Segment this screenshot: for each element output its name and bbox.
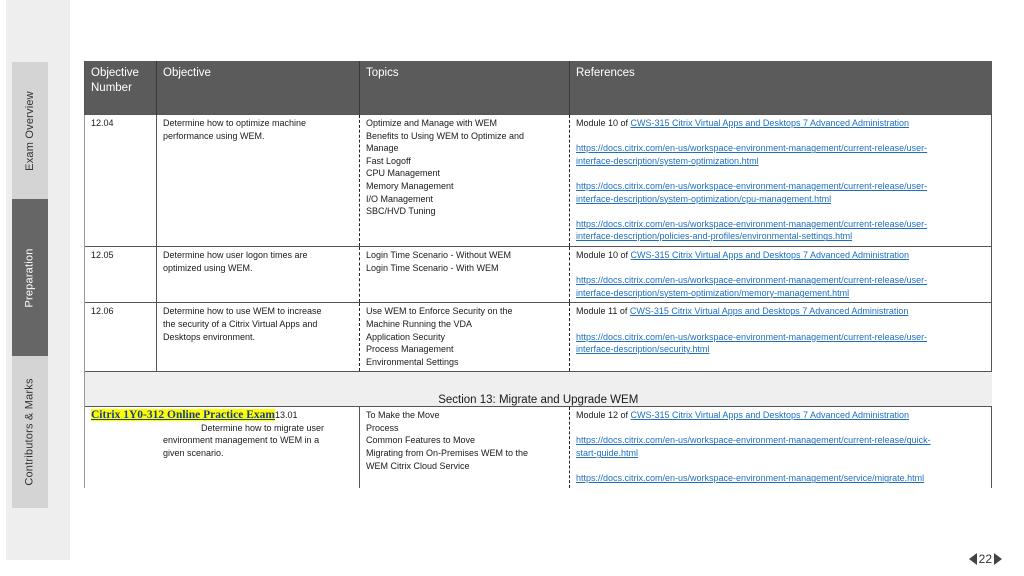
cell-text-line: the security of a Citrix Virtual Apps and (163, 318, 318, 329)
previous-page-icon[interactable] (969, 553, 977, 565)
cell-text-line: CPU Management (366, 168, 441, 179)
objective-number-cell: 12.06 (85, 303, 157, 372)
cell-text-line: Login Time Scenario - With WEM (366, 262, 499, 273)
header-objective: Objective (157, 61, 360, 115)
module-reference (576, 249, 985, 262)
cell-text-line: Migrating from On-Premises WEM to the (366, 448, 529, 459)
cell-text-line: Determine how to use WEM to increase (163, 306, 322, 317)
course-link[interactable]: CWS-315 Citrix Virtual Apps and Desktops 7 Advanced Administration (630, 249, 910, 260)
objective-cell (157, 246, 360, 302)
sidebar-tab-contributors-marks[interactable]: Contributors & Marks (12, 356, 48, 508)
spacer (576, 130, 985, 143)
next-page-icon[interactable] (994, 553, 1002, 565)
reference-url-link[interactable]: https://docs.citrix.com/en-us/workspace-environment-management/current-release/user- (576, 275, 928, 286)
spacer (576, 167, 985, 180)
cell-text-line: Determine how user logon times are (163, 249, 308, 260)
cell-text-line: SBC/HVD Tuning (366, 206, 436, 217)
reference-url-link[interactable]: interface-description/policies-and-profiles/environmental-settings.html (576, 231, 853, 242)
section-title: Section 13: Migrate and Upgrade WEM (85, 372, 992, 407)
header-topics: Topics (360, 61, 570, 115)
sidebar-tab-preparation[interactable]: Preparation (12, 199, 48, 356)
cell-text-line: Optimize and Manage with WEM (366, 118, 498, 128)
reference-url-link[interactable]: interface-description/system-optimization/cpu-management.html (576, 193, 832, 204)
course-link[interactable]: CWS-315 Citrix Virtual Apps and Desktops 7 Advanced Administration (630, 410, 910, 421)
module-reference (576, 409, 985, 422)
reference-url-link[interactable]: interface-description/system-optimization/memory-management.html (576, 287, 850, 298)
spacer (576, 460, 985, 473)
module-reference (576, 305, 985, 318)
cell-text-line: Desktops environment. (163, 331, 256, 342)
module-prefix: Module 10 of (576, 249, 631, 260)
module-prefix: Module 11 of (576, 306, 630, 317)
cell-text-line: Manage (366, 143, 399, 154)
cell-text-line: performance using WEM. (163, 130, 265, 141)
reference-url-link[interactable]: https://docs.citrix.com/en-us/workspace-environment-management/service/migrate.html (576, 473, 925, 484)
cell-text-line: I/O Management (366, 193, 434, 204)
table-header-row (85, 61, 992, 115)
cell-text-line: environment management to WEM in a (163, 435, 320, 446)
table-row (85, 246, 992, 302)
module-prefix: Module 12 of (576, 410, 631, 421)
cell-text-line: Process (366, 422, 399, 433)
objective-cell (157, 303, 360, 372)
course-link[interactable]: CWS-315 Citrix Virtual Apps and Desktops 7 Advanced Administration (629, 306, 909, 317)
objective-cell (157, 115, 360, 247)
module-prefix: Module 10 of (576, 118, 631, 128)
table-row (85, 115, 992, 247)
cell-text-line: Process Management (366, 344, 454, 355)
objective-number-cell: 12.05 (85, 246, 157, 302)
reference-url-link[interactable]: interface-description/security.html (576, 344, 710, 355)
objective-number: 13.01 (274, 410, 298, 421)
topics-cell (360, 303, 570, 372)
practice-exam-watermark[interactable]: Citrix 1Y0-312 Online Practice Exam (91, 409, 275, 422)
reference-url-link[interactable]: https://docs.citrix.com/en-us/workspace-environment-management/current-release/user- (576, 331, 928, 342)
reference-url-link[interactable]: https://docs.citrix.com/en-us/workspace-environment-management/current-release/user- (576, 218, 928, 229)
cell-text-line: given scenario. (163, 448, 224, 459)
objectives-table (84, 61, 992, 488)
cell-text-line: To Make the Move (366, 410, 440, 421)
cell-text-line: Fast Logoff (366, 155, 411, 166)
spacer (576, 422, 985, 435)
cell-text-line: Use WEM to Enforce Security on the (366, 306, 513, 317)
reference-url-link[interactable]: https://docs.citrix.com/en-us/workspace-environment-management/current-release/user- (576, 180, 928, 191)
sidebar-tab-exam-overview[interactable]: Exam Overview (12, 62, 48, 199)
references-cell (570, 303, 992, 372)
reference-url-link[interactable]: interface-description/system-optimization.html (576, 155, 759, 166)
topics-cell (360, 115, 570, 247)
spacer (576, 205, 985, 218)
objective-cell (85, 407, 360, 488)
reference-url-link[interactable]: start-guide.html (576, 448, 639, 459)
cell-text-line: WEM Citrix Cloud Service (366, 460, 470, 471)
references-cell (570, 115, 992, 247)
cell-text-line: Machine Running the VDA (366, 318, 473, 329)
cell-text-line: Benefits to Using WEM to Optimize and (366, 130, 525, 141)
module-reference (576, 117, 985, 130)
reference-url-link[interactable]: https://docs.citrix.com/en-us/workspace-environment-management/current-release/user- (576, 143, 928, 154)
cell-text-line: Determine how to migrate user (201, 422, 325, 433)
cell-text-line: Login Time Scenario - Without WEM (366, 249, 512, 260)
spacer (576, 262, 985, 275)
reference-url-link[interactable]: https://docs.citrix.com/en-us/workspace-environment-management/current-release/quick- (576, 435, 931, 446)
cell-text-line: Environmental Settings (366, 356, 459, 367)
cell-text-line: Application Security (366, 331, 446, 342)
course-link[interactable]: CWS-315 Citrix Virtual Apps and Desktops 7 Advanced Administration (630, 118, 910, 128)
section-row (85, 372, 992, 407)
spacer (576, 318, 985, 331)
header-references: References (570, 61, 992, 115)
header-objective-number: Objective Number (85, 61, 157, 115)
references-cell (570, 246, 992, 302)
objective-number-cell: 12.04 (85, 115, 157, 247)
table-row (85, 303, 992, 372)
cell-text-line: Determine how to optimize machine (163, 118, 307, 128)
watermark-line (91, 409, 353, 422)
page-navigator (969, 552, 1002, 566)
cell-text-line: optimized using WEM. (163, 262, 253, 273)
cell-text-line: Memory Management (366, 180, 454, 191)
references-cell (570, 407, 992, 488)
topics-cell (360, 246, 570, 302)
table-row (85, 407, 992, 488)
topics-cell (360, 407, 570, 488)
cell-text-line: Common Features to Move (366, 435, 476, 446)
page-number: 22 (978, 552, 992, 566)
